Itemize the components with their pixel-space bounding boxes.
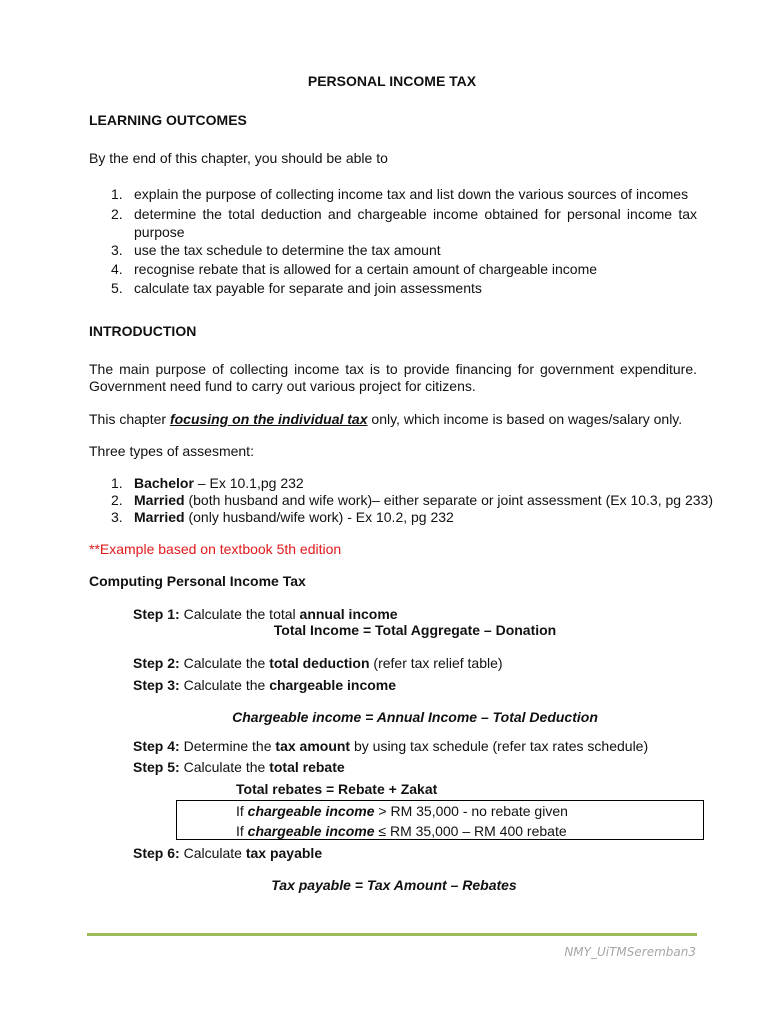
learning-outcomes-intro: By the end of this chapter, you should be able to: [89, 150, 388, 166]
step-label: Step 3:: [133, 677, 180, 693]
intro-paragraph-line-1: The main purpose of collecting income tax is to provide financing for government expenditure.: [89, 361, 697, 377]
type-detail: – Ex 10.1,pg 232: [193, 475, 304, 491]
intro-paragraph-line-2: Government need fund to carry out various project for citizens.: [89, 378, 476, 394]
list-text: determine the total deduction and chargeable income obtained for personal income tax: [134, 206, 697, 222]
step-text: Determine the: [179, 738, 276, 754]
step-text: Calculate the: [179, 759, 270, 775]
rebate-rule-over: [236, 803, 568, 819]
step-label: Step 5:: [133, 759, 180, 775]
list-text: explain the purpose of collecting income tax and list down the various sources of incomes: [134, 186, 689, 202]
formula-chargeable-income: Chargeable income = Annual Income – Total Deduction: [232, 709, 598, 725]
list-number: 3.: [111, 509, 123, 525]
step-label: Step 1:: [133, 606, 180, 622]
list-number: 2.: [111, 206, 123, 222]
text-segment: only, which income is based on wages/salary only.: [367, 411, 683, 427]
list-text: calculate tax payable for separate and join assessments: [134, 280, 482, 296]
type-detail: (only husband/wife work) - Ex 10.2, pg 232: [184, 509, 454, 525]
step-4: [133, 738, 648, 754]
formula-total-income: Total Income = Total Aggregate – Donation: [273, 622, 557, 638]
step-text: (refer tax relief table): [369, 655, 503, 671]
step-text: Calculate the: [179, 677, 270, 693]
text-segment: > RM 35,000 - no rebate given: [374, 803, 568, 819]
step-text: Calculate the: [179, 655, 270, 671]
type-name: Married: [134, 492, 185, 508]
textbook-note: **Example based on textbook 5th edition: [89, 541, 342, 557]
text-segment: ≤ RM 35,000 – RM 400 rebate: [374, 823, 567, 839]
text-segment: This chapter: [89, 411, 170, 427]
rebate-rule-under: [236, 823, 567, 839]
list-number: 3.: [111, 242, 123, 258]
step-6: [133, 845, 322, 861]
step-label: Step 6:: [133, 845, 180, 861]
step-label: Step 4:: [133, 738, 180, 754]
emphasis-text: focusing on the individual tax: [169, 411, 368, 427]
list-number: 1.: [111, 186, 123, 202]
step-text: Calculate the total: [179, 606, 300, 622]
computing-heading: Computing Personal Income Tax: [89, 573, 306, 589]
step-emphasis: tax payable: [245, 845, 323, 861]
step-emphasis: tax amount: [275, 738, 351, 754]
footer-divider: [87, 933, 697, 936]
list-number: 4.: [111, 261, 123, 277]
emphasis-text: chargeable income: [247, 823, 375, 839]
step-5: [133, 759, 345, 775]
introduction-heading: INTRODUCTION: [89, 323, 197, 339]
type-name: Married: [134, 509, 185, 525]
step-emphasis: annual income: [299, 606, 398, 622]
page-title: PERSONAL INCOME TAX: [307, 73, 477, 89]
type-detail: (both husband and wife work)– either separate or joint assessment (Ex 10.3, pg 233): [184, 492, 713, 508]
learning-outcomes-heading: LEARNING OUTCOMES: [89, 112, 247, 128]
step-emphasis: total deduction: [269, 655, 370, 671]
intro-paragraph-focus: [89, 411, 682, 427]
step-emphasis: chargeable income: [269, 677, 397, 693]
list-text: use the tax schedule to determine the tax amount: [134, 242, 441, 258]
step-text: by using tax schedule (refer tax rates schedule): [350, 738, 649, 754]
list-number: 2.: [111, 492, 123, 508]
step-text: Calculate: [179, 845, 246, 861]
list-number: 5.: [111, 280, 123, 296]
step-2: [133, 655, 503, 671]
type-name: Bachelor: [134, 475, 194, 491]
types-intro: Three types of assesment:: [89, 443, 254, 459]
formula-tax-payable: Tax payable = Tax Amount – Rebates: [271, 877, 517, 893]
step-3: [133, 677, 396, 693]
text-segment: If: [236, 823, 248, 839]
formula-total-rebates: Total rebates = Rebate + Zakat: [236, 781, 438, 797]
footer-label: NMY_UiTMSeremban3: [564, 945, 696, 959]
list-text: recognise rebate that is allowed for a certain amount of chargeable income: [134, 261, 598, 277]
step-label: Step 2:: [133, 655, 180, 671]
text-segment: If: [236, 803, 248, 819]
outcome-item-2-continuation: purpose: [134, 224, 185, 240]
emphasis-text: chargeable income: [247, 803, 375, 819]
step-1: [133, 606, 398, 622]
step-emphasis: total rebate: [269, 759, 345, 775]
list-number: 1.: [111, 475, 123, 491]
